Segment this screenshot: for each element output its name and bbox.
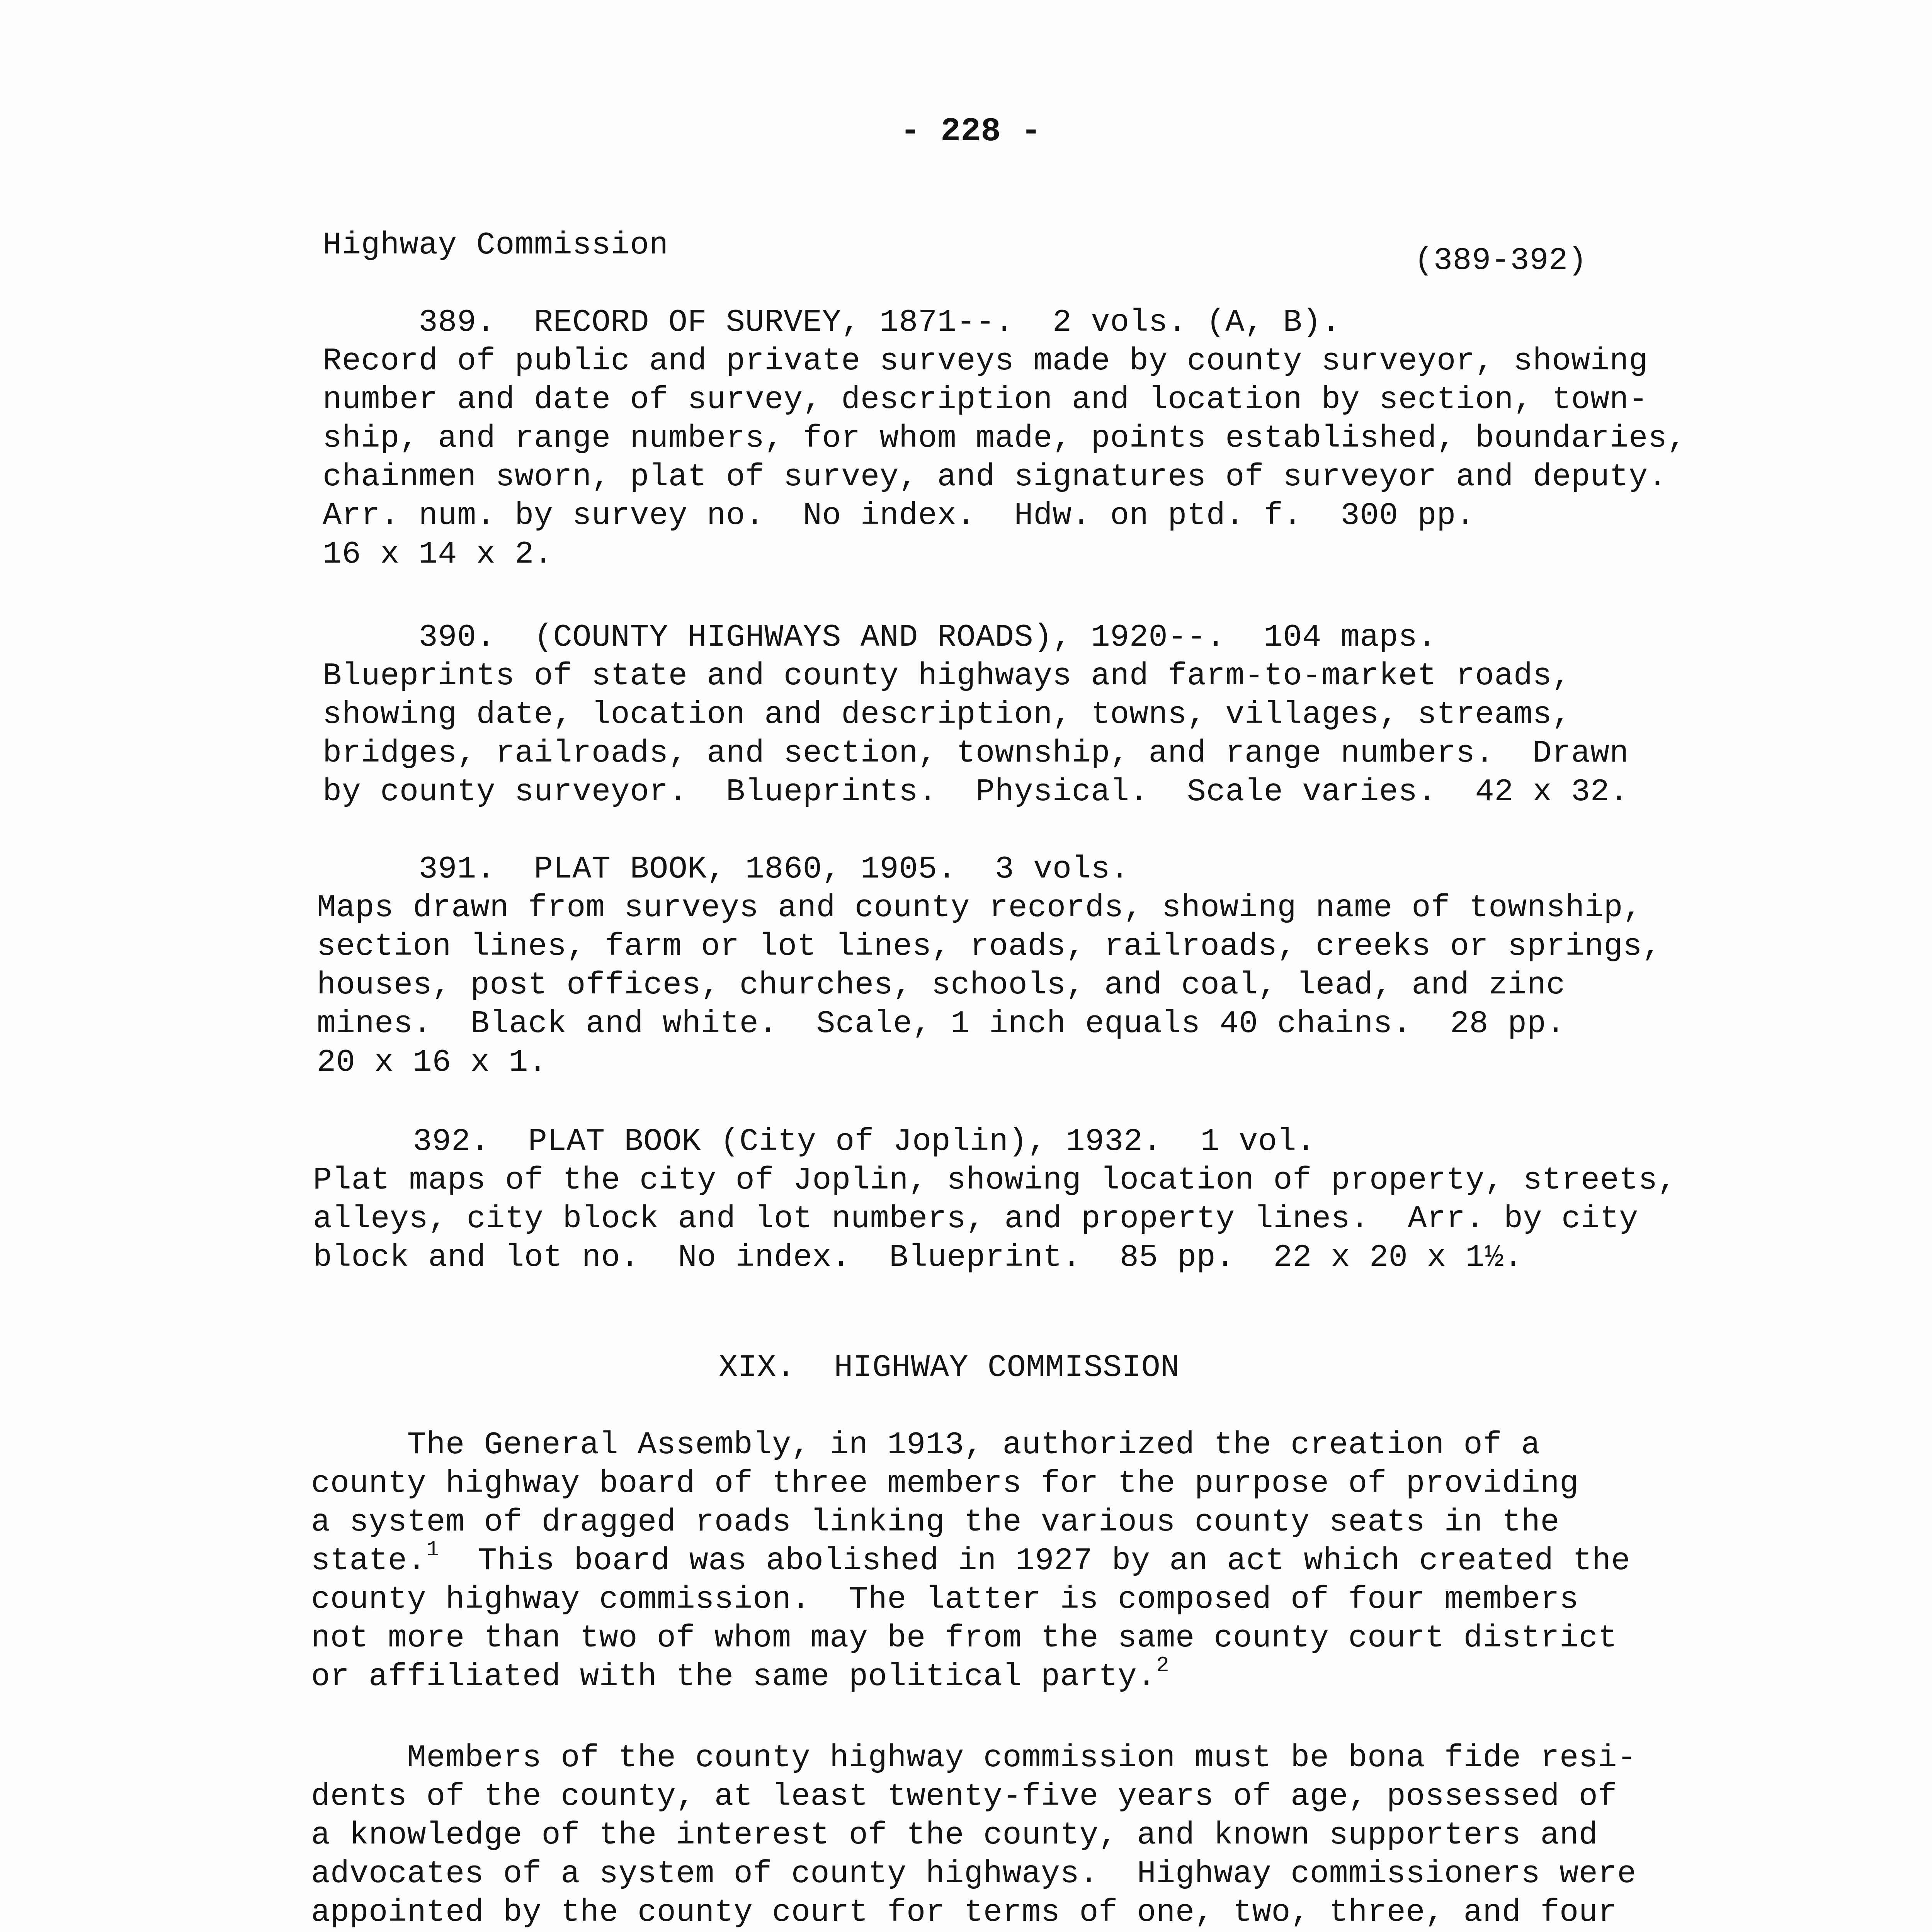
paragraph-line: county highway commission. The latter is composed of four members <box>311 1582 1579 1617</box>
entry-text-line: number and date of survey, description and location by section, town- <box>323 382 1648 418</box>
paragraph-line: The General Assembly, in 1913, authorized the creation of a <box>311 1427 1541 1463</box>
paragraph-line: dents of the county, at least twenty-five years of age, possessed of <box>311 1779 1617 1815</box>
entry-text-line: section lines, farm or lot lines, roads, railroads, creeks or springs, <box>317 929 1662 964</box>
entry-text-line: Maps drawn from surveys and county records, showing name of township, <box>317 890 1642 926</box>
entry-text-line: Blueprints of state and county highways and farm-to-market roads, <box>323 658 1571 694</box>
entry-text-line: showing date, location and description, towns, villages, streams, <box>323 697 1571 733</box>
entry-text-line: houses, post offices, churches, schools, and coal, lead, and zinc <box>317 967 1566 1003</box>
running-header-title: Highway Commission <box>323 227 668 263</box>
paragraph-line: not more than two of whom may be from the same county court district <box>311 1620 1617 1656</box>
text-fragment: state. <box>311 1543 427 1579</box>
entry-heading: 389. RECORD OF SURVEY, 1871--. 2 vols. (A, B). <box>323 304 1341 340</box>
entry-text-line: Plat maps of the city of Joplin, showing location of property, streets, <box>313 1162 1677 1198</box>
text-fragment: This board was abolished in 1927 by an act which created the <box>439 1543 1631 1579</box>
entry-text-line: block and lot no. No index. Blueprint. 85 pp. 22 x 20 x 1½. <box>313 1240 1523 1276</box>
footnote-ref: 1 <box>426 1537 440 1562</box>
entry-text-line: Arr. num. by survey no. No index. Hdw. on ptd. f. 300 pp. <box>323 498 1475 534</box>
entry-text-line: 20 x 16 x 1. <box>317 1044 548 1080</box>
paragraph-line: advocates of a system of county highways. Highway commissioners were <box>311 1856 1636 1892</box>
entry-heading: 390. (COUNTY HIGHWAYS AND ROADS), 1920--. 104 maps. <box>323 619 1437 655</box>
entry-heading: 392. PLAT BOOK (City of Joplin), 1932. 1 vol. <box>317 1124 1316 1160</box>
entry-text-line: ship, and range numbers, for whom made, points established, boundaries, <box>323 420 1687 456</box>
entry-text-line: alleys, city block and lot numbers, and property lines. Arr. by city <box>313 1201 1638 1237</box>
entry-text-line: 16 x 14 x 2. <box>323 536 553 572</box>
paragraph-line: county highway board of three members for the purpose of providing <box>311 1466 1579 1502</box>
entry-text-line: mines. Black and white. Scale, 1 inch equals 40 chains. 28 pp. <box>317 1006 1566 1042</box>
paragraph-line: a knowledge of the interest of the county, and known supporters and <box>311 1817 1598 1853</box>
entry-text-line: bridges, railroads, and section, township, and range numbers. Drawn <box>323 735 1629 771</box>
entry-heading: 391. PLAT BOOK, 1860, 1905. 3 vols. <box>323 851 1129 887</box>
paragraph-line <box>311 1653 1170 1696</box>
text-fragment: or affiliated with the same political party. <box>311 1659 1156 1695</box>
paragraph-line <box>311 1537 1631 1580</box>
page-number: - 228 - <box>900 112 1041 150</box>
paragraph-line: Members of the county highway commission must be bona fide resi- <box>311 1740 1636 1776</box>
entry-text-line: by county surveyor. Blueprints. Physical. Scale varies. 42 x 32. <box>323 774 1629 810</box>
running-header-range: (389-392) <box>1414 243 1587 279</box>
entry-text-line: Record of public and private surveys made by county surveyor, showing <box>323 343 1648 379</box>
paragraph-line: a system of dragged roads linking the various county seats in the <box>311 1504 1560 1540</box>
section-heading: XIX. HIGHWAY COMMISSION <box>719 1350 1180 1386</box>
footnote-ref: 2 <box>1156 1653 1170 1678</box>
paragraph-line: appointed by the county court for terms of one, two, three, and four <box>311 1895 1617 1930</box>
entry-text-line: chainmen sworn, plat of survey, and signatures of surveyor and deputy. <box>323 459 1667 495</box>
